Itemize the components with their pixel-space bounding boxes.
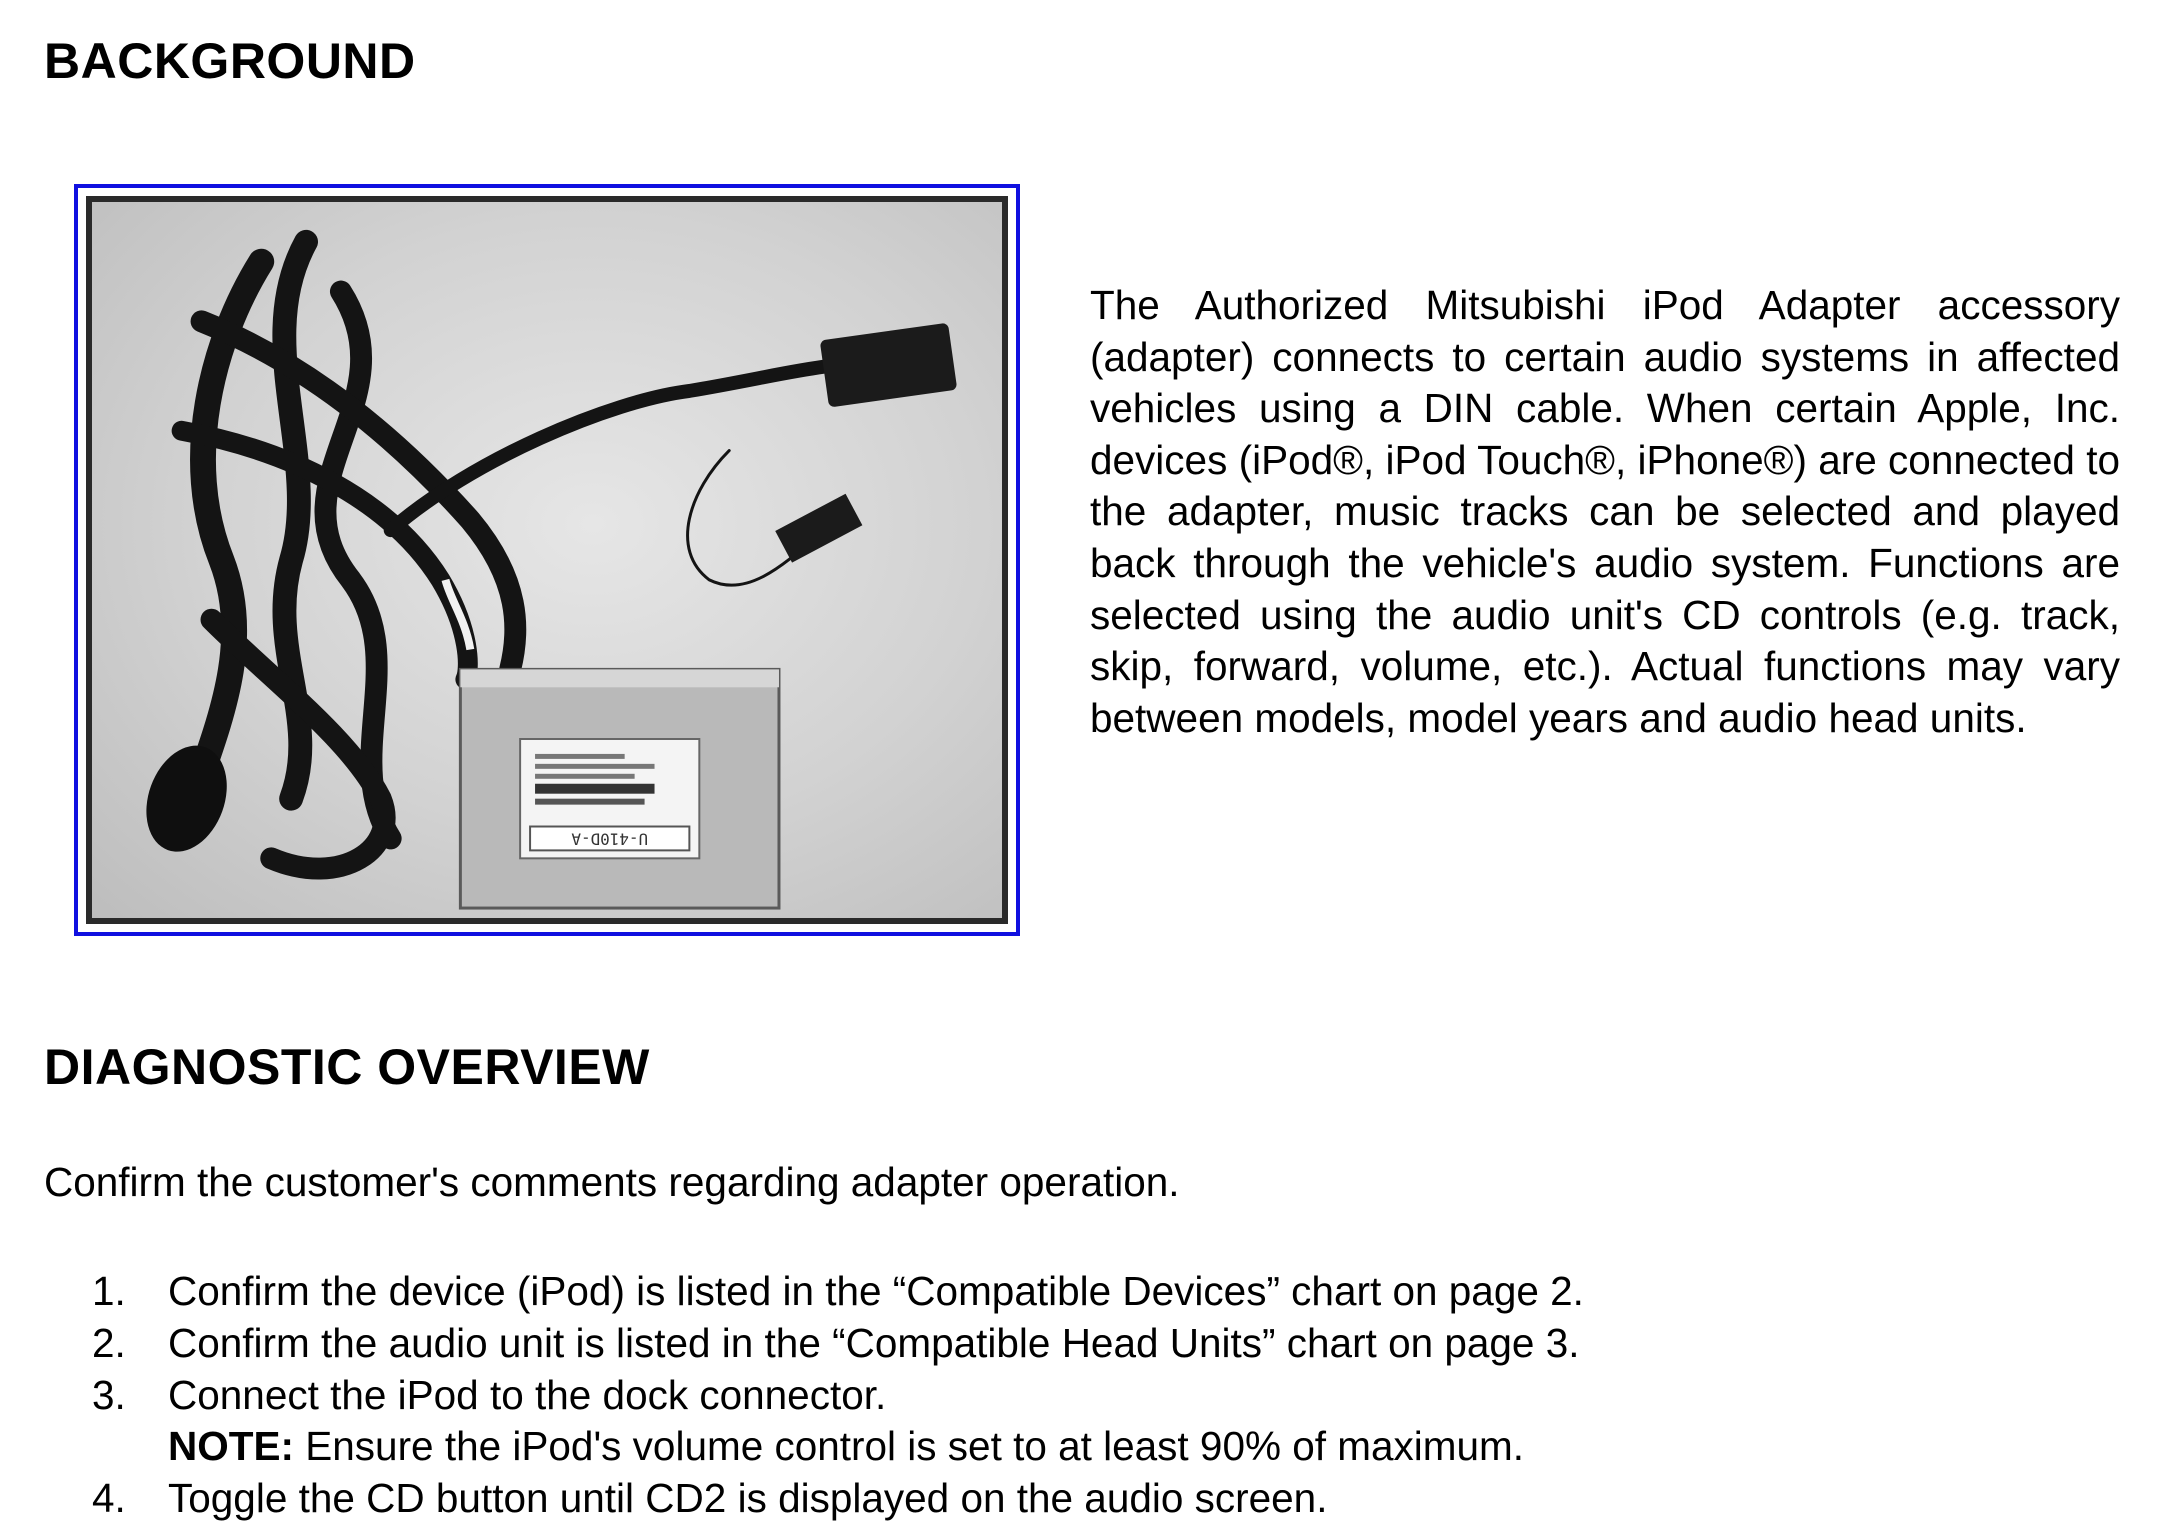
diagnostic-steps-list: [44, 1266, 1584, 1525]
step-number: 4.: [92, 1475, 126, 1522]
list-item: [44, 1370, 1584, 1422]
step-text: Confirm the audio unit is listed in the “Compatible Head Units” chart on page 3.: [168, 1319, 1580, 1366]
diagnostic-intro: Confirm the customer's comments regarding adapter operation.: [44, 1159, 1180, 1205]
adapter-photo-frame: [74, 184, 1020, 936]
step-text: Connect the iPod to the dock connector.: [168, 1371, 887, 1418]
step-number: 1.: [92, 1268, 126, 1314]
background-paragraph: The Authorized Mitsubishi iPod Adapter accessory (adapter) connects to certain audio systems in affected vehicles using a DIN cable. When certain Apple, Inc. devices (iPod®, iPod Touch®, iPhone®) are connected to the adapter, music tracks can be selected and played back through the vehicle's audio system. Functions are selected using the audio unit's CD controls (e.g. track, skip, forward, volume, etc.). Actual functions may vary between models, model years and audio head units.: [1090, 282, 2120, 741]
note-text: Ensure the iPod's volume control is set to at least 90% of maximum.: [294, 1423, 1525, 1470]
list-item: [44, 1266, 1584, 1318]
step-number: 3.: [92, 1371, 126, 1418]
adapter-photo: [86, 196, 1008, 924]
background-heading: BACKGROUND: [44, 33, 416, 89]
list-item-note: [44, 1421, 1584, 1473]
adapter-photo-illustration: [92, 202, 1002, 918]
step-number: 2.: [92, 1319, 126, 1366]
note-label: NOTE:: [168, 1423, 294, 1470]
step-text: Toggle the CD button until CD2 is displayed on the audio screen.: [168, 1475, 1328, 1522]
list-item: [44, 1318, 1584, 1370]
step-text: Confirm the device (iPod) is listed in the “Compatible Devices” chart on page 2.: [168, 1268, 1584, 1314]
diagnostic-overview-heading: DIAGNOSTIC OVERVIEW: [44, 1039, 650, 1095]
adapter-label-code: U-410D-A: [571, 829, 649, 849]
list-item: [44, 1473, 1584, 1525]
